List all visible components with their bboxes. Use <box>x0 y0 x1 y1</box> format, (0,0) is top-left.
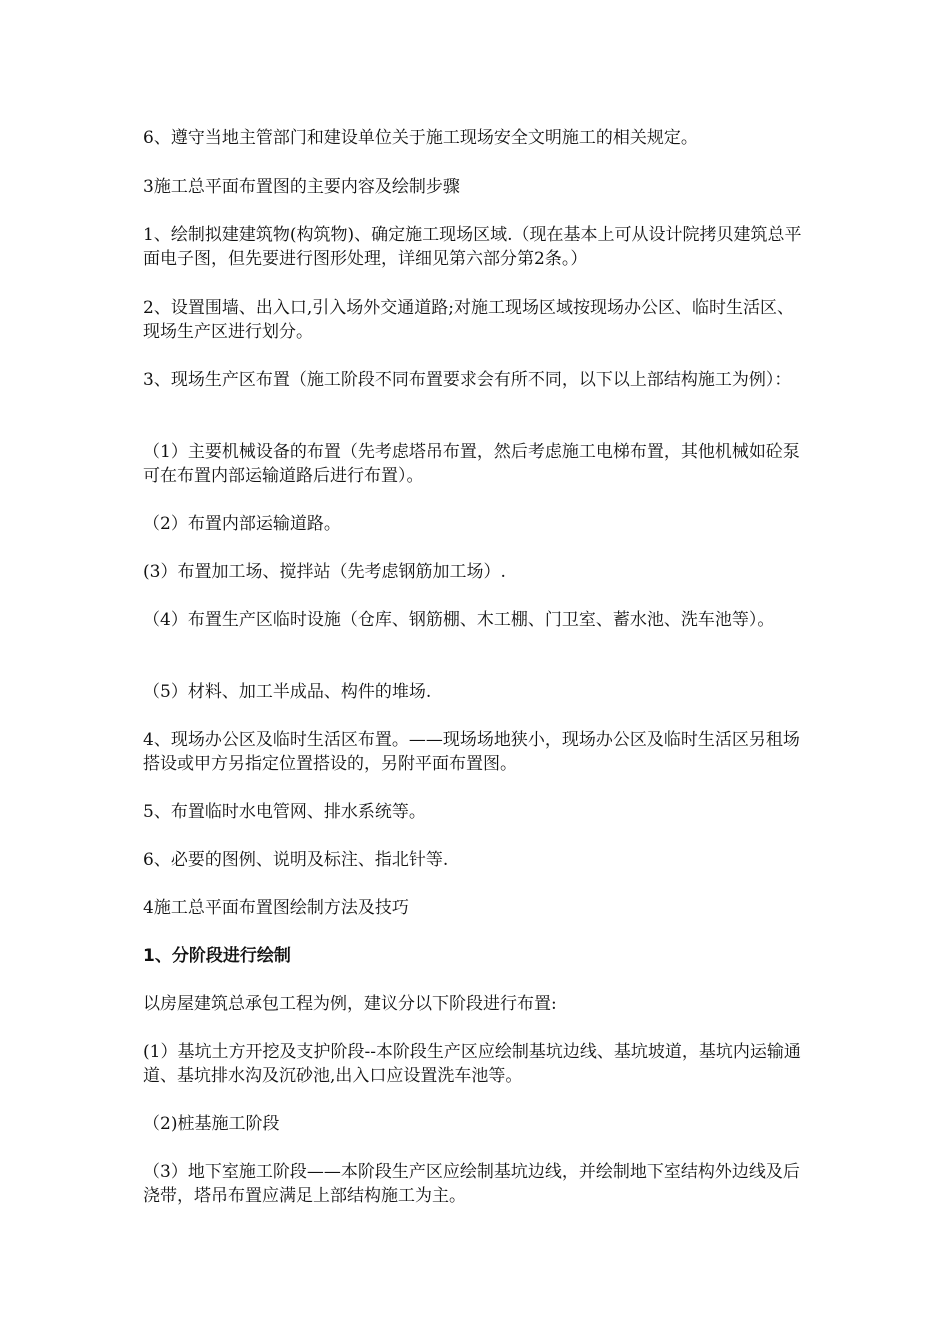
paragraph-step-4: 4、现场办公区及临时生活区布置。——现场场地狭小，现场办公区及临时生活区另租场搭设或甲方另指定位置搭设的，另附平面布置图。 <box>143 730 800 774</box>
paragraph-step-1: 1、绘制拟建建筑物(构筑物)、确定施工现场区域.（现在基本上可从设计院拷贝建筑总平面电子图，但先要进行图形处理，详细见第六部分第2条。） <box>143 225 802 269</box>
paragraph-item-2: （2）布置内部运输道路。 <box>143 514 341 534</box>
paragraph-step-6: 6、必要的图例、说明及标注、指北针等. <box>143 850 449 870</box>
paragraph-step-3: 3、现场生产区布置（施工阶段不同布置要求会有所不同，以下以上部结构施工为例）： <box>143 370 792 390</box>
paragraph-item-1: （1）主要机械设备的布置（先考虑塔吊布置，然后考虑施工电梯布置，其他机械如砼泵可在布置内部运输道路后进行布置）。 <box>143 442 800 486</box>
paragraph-step-5: 5、布置临时水电管网、排水系统等。 <box>143 802 426 822</box>
paragraph-stage-intro: 以房屋建筑总承包工程为例，建议分以下阶段进行布置: <box>143 994 557 1014</box>
paragraph-item-5: （5）材料、加工半成品、构件的堆场. <box>143 682 432 702</box>
section-heading-4: 4施工总平面布置图绘制方法及技巧 <box>143 898 409 918</box>
paragraph-safety-regulations: 6、遵守当地主管部门和建设单位关于施工现场安全文明施工的相关规定。 <box>143 128 698 148</box>
subheading-by-stage: 1、分阶段进行绘制 <box>143 946 291 966</box>
section-heading-3: 3施工总平面布置图的主要内容及绘制步骤 <box>143 177 460 197</box>
paragraph-step-2: 2、设置围墙、出入口,引入场外交通道路;对施工现场区域按现场办公区、临时生活区、现场生产区进行划分。 <box>143 298 794 342</box>
paragraph-item-3: (3）布置加工场、搅拌站（先考虑钢筋加工场）. <box>143 562 506 582</box>
paragraph-stage-3: （3）地下室施工阶段——本阶段生产区应绘制基坑边线，并绘制地下室结构外边线及后浇带，塔吊布置应满足上部结构施工为主。 <box>143 1162 800 1206</box>
paragraph-item-4: （4）布置生产区临时设施（仓库、钢筋棚、木工棚、门卫室、蓄水池、洗车池等）。 <box>143 610 775 630</box>
paragraph-stage-2: （2)桩基施工阶段 <box>143 1114 280 1134</box>
paragraph-stage-1: (1）基坑土方开挖及支护阶段--本阶段生产区应绘制基坑边线、基坑坡道，基坑内运输通道、基坑排水沟及沉砂池,出入口应设置洗车池等。 <box>143 1042 801 1086</box>
